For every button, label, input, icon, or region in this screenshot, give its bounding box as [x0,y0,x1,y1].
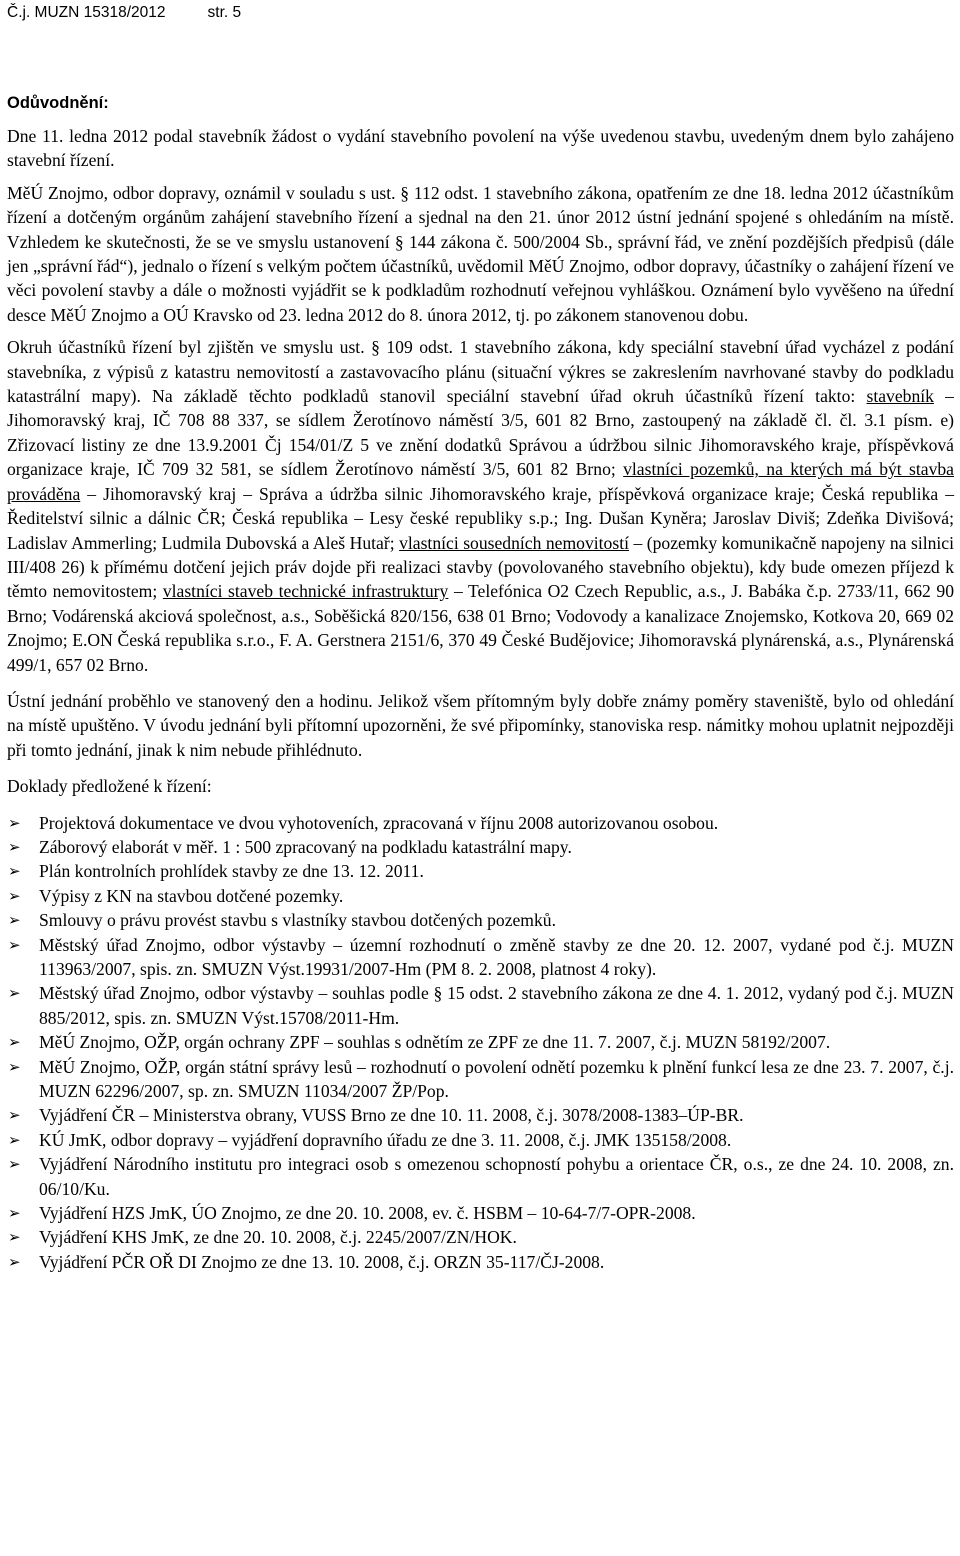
page-number: str. 5 [207,4,242,21]
arrowhead-bullet-icon: ➢ [8,911,21,930]
list-item-text: Městský úřad Znojmo, odbor výstavby – souhlas podle § 15 odst. 2 stavebního zákona ze dne 4. 1. 2012, vydaný pod č.j. MUZN 885/2012, spis. zn. SMUZN Výst.15708/2011-Hm. [39,983,954,1028]
section-heading: Odůvodnění: [7,94,109,112]
list-item-text: Projektová dokumentace ve dvou vyhotoveních, zpracovaná v říjnu 2008 autorizovanou osobou. [39,812,719,833]
label-infrastructure-owners: vlastníci staveb technické infrastruktury [162,581,449,602]
list-item [7,884,954,908]
list-item-text: Záborový elaborát v měř. 1 : 500 zpracovaný na podkladu katastrální mapy. [39,836,572,857]
list-item-text: KÚ JmK, odbor dopravy – vyjádření dopravního úřadu ze dne 3. 11. 2008, č.j. JMK 135158/2008. [39,1129,732,1150]
list-item [7,1225,954,1249]
list-item [7,1103,954,1127]
paragraph-application: Dne 11. ledna 2012 podal stavebník žádost o vydání stavebního povolení na výše uvedenou stavbu, uvedeným dnem bylo zahájeno stavební řízení. [7,126,954,171]
label-builder: stavebník [866,386,934,407]
label-land-owners: vlastníci pozemků, na kterých má být stavba prováděna [7,459,954,504]
list-item [7,1152,954,1201]
arrowhead-bullet-icon: ➢ [8,935,21,954]
page-header [7,4,241,22]
list-item [7,835,954,859]
arrowhead-bullet-icon: ➢ [8,1204,21,1223]
list-item-text: Vyjádření HZS JmK, ÚO Znojmo, ze dne 20. 10. 2008, ev. č. HSBM – 10-64-7/7-OPR-2008. [39,1203,696,1224]
list-item-text: MěÚ Znojmo, OŽP, orgán státní správy lesů – rozhodnutí o povolení odnětí pozemku k plnění funkcí lesa ze dne 23. 7. 2007, č.j. MUZN 62296/2007, sp. zn. SMUZN 11034/2007 ŽP/Pop. [39,1056,954,1102]
paragraph-proceedings: MěÚ Znojmo, odbor dopravy, oznámil v souladu s ust. § 112 odst. 1 stavebního zákona, opatřením ze dne 18. ledna 2012 účastníkům řízení a dotčeným orgánům zahájení stavebního řízení a sjednal na den 21. únor 2012 ústní jednání spojené s ohledáním na místě. Vzhledem ke skutečnosti, že se ve smyslu ustanovení § 144 zákona č. 500/2004 Sb., správní řád, ve znění pozdějších předpisů (dále jen „správní řád“), jednalo o řízení s velkým počtem účastníků, uvědomil MěÚ Znojmo, odbor dopravy, účastníky o zahájení řízení ve věci povolení stavby a dále o možnosti vyjádřit se k podkladům rozhodnutí veřejnou vyhláškou. Oznámení bylo vyvěšeno na úřední desce MěÚ Znojmo a OÚ Kravsko od 23. ledna 2012 do 8. února 2012, tj. po zákonem stanovenou dobu. [7,182,954,325]
list-item-text: Vyjádření KHS JmK, ze dne 20. 10. 2008, č.j. 2245/2007/ZN/HOK. [39,1227,517,1248]
arrowhead-bullet-icon: ➢ [8,1155,21,1174]
arrowhead-bullet-icon: ➢ [8,1228,21,1247]
participants-text-2: – Jihomoravský kraj, IČ 708 88 337, se sídlem Žerotínovo náměstí 3/5, 601 82 Brno, zastoupený na základě čl. čl. 3.1 písm. e) Zřizovací listiny ze dne 13.9.2001 Čj 154/01/Z 5 ve znění dodatků Správou a údržbou silnic Jihomoravského kraje, příspěvková organizace kraje, IČ 709 32 581, se sídlem Žerotínovo náměstí 3/5, 601 82 Brno; [7,386,954,480]
list-item [7,908,954,932]
list-item [7,1250,954,1274]
arrowhead-bullet-icon: ➢ [8,984,21,1003]
list-item-text: Vyjádření ČR – Ministerstva obrany, VUSS Brno ze dne 10. 11. 2008, č.j. 3078/2008-1383–ÚP-BR. [39,1105,744,1126]
list-item-text: Smlouvy o právu provést stavbu s vlastníky stavbou dotčených pozemků. [39,910,556,931]
participants-text-5: – Telefónica O2 Czech Republic, a.s., J. Babáka č.p. 2733/11, 662 90 Brno; Vodárenská akciová společnost, a.s., Soběšická 820/156, 638 01 Brno; Vodovody a kanalizace Znojemsko, Kotkova 20, 669 02 Znojmo; E.ON Česká republika s.r.o., F. A. Gerstnera 2151/6, 370 49 České Budějovice; Jihomoravská plynárenská, a.s., Plynárenská 499/1, 657 02 Brno. [7,581,954,675]
arrowhead-bullet-icon: ➢ [8,1106,21,1125]
list-item [7,1030,954,1054]
arrowhead-bullet-icon: ➢ [8,1057,21,1076]
arrowhead-bullet-icon: ➢ [8,886,21,905]
list-item [7,981,954,1030]
list-item [7,1055,954,1104]
list-item-text: Vyjádření Národního institutu pro integraci osob s omezenou schopností pohybu a orientace ČR, o.s., ze dne 24. 10. 2008, zn. 06/10/Ku. [39,1154,954,1199]
list-item [7,811,954,835]
documents-list [7,811,954,1275]
list-item-text: Městský úřad Znojmo, odbor výstavby – územní rozhodnutí o změně stavby ze dne 20. 12. 2007, vydané pod č.j. MUZN 113963/2007, spis. zn. SMUZN Výst.19931/2007-Hm (PM 8. 2. 2008, platnost 4 roky). [39,934,954,979]
arrowhead-bullet-icon: ➢ [8,813,21,832]
paragraph-participants [7,335,954,677]
documents-intro: Doklady předložené k řízení: [7,776,212,797]
paragraph-hearing: Ústní jednání proběhlo ve stanovený den a hodinu. Jelikož všem přítomným byly dobře známy poměry staveniště, bylo od ohledání na místě upuštěno. V úvodu jednání byli přítomní upozorněni, že své připomínky, stanoviska resp. námitky mohou uplatnit nejpozději při tomto jednání, jinak k nim nebude přihlédnuto. [7,690,954,760]
list-item [7,933,954,982]
list-item-text: Výpisy z KN na stavbou dotčené pozemky. [39,885,344,906]
list-item [7,1128,954,1152]
list-item [7,859,954,883]
participants-text-1: Okruh účastníků řízení byl zjištěn ve smyslu ust. § 109 odst. 1 stavebního zákona, kdy speciální stavební úřad vycházel z podání stavebníka, z výpisů z katastru nemovitostí a zastavovacího plánu (situační výkres se zakreslením navrhované stavby do podkladu katastrální mapy). Na základě těchto podkladů stanovil speciální stavební úřad okruh účastníků řízení takto: [7,337,954,407]
list-item [7,1201,954,1225]
arrowhead-bullet-icon: ➢ [8,1033,21,1052]
list-item-text: Vyjádření PČR OŘ DI Znojmo ze dne 13. 10. 2008, č.j. ORZN 35-117/ČJ-2008. [39,1251,605,1272]
document-body [7,92,954,1274]
arrowhead-bullet-icon: ➢ [8,837,21,856]
participants-text-4: – (pozemky komunikačně napojeny na silnici III/408 26) k přímému dotčení jejich práv dojde při realizaci stavby (povolovaného stavebního objektu), kdy bude omezen příjezd k těmto nemovitostem; [7,532,954,602]
participants-text-3: – Jihomoravský kraj – Správa a údržba silnic Jihomoravského kraje, příspěvková organizace kraje; Česká republika – Ředitelství silnic a dálnic ČR; Česká republika – Lesy české republiky s.p.; Ing. Dušan Kyněra; Jaroslav Diviš; Zdeňka Divišová; Ladislav Ammerling; Ludmila Dubovská a Aleš Hutař; [7,483,954,553]
arrowhead-bullet-icon: ➢ [8,1130,21,1149]
reference-number: Č.j. MUZN 15318/2012 [7,4,166,21]
arrowhead-bullet-icon: ➢ [8,1252,21,1271]
list-item-text: MěÚ Znojmo, OŽP, orgán ochrany ZPF – souhlas s odnětím ze ZPF ze dne 11. 7. 2007, č.j. MUZN 58192/2007. [39,1032,831,1053]
list-item-text: Plán kontrolních prohlídek stavby ze dne 13. 12. 2011. [39,861,424,882]
label-neighbour-owners: vlastníci sousedních nemovitostí [399,532,629,553]
arrowhead-bullet-icon: ➢ [8,862,21,881]
